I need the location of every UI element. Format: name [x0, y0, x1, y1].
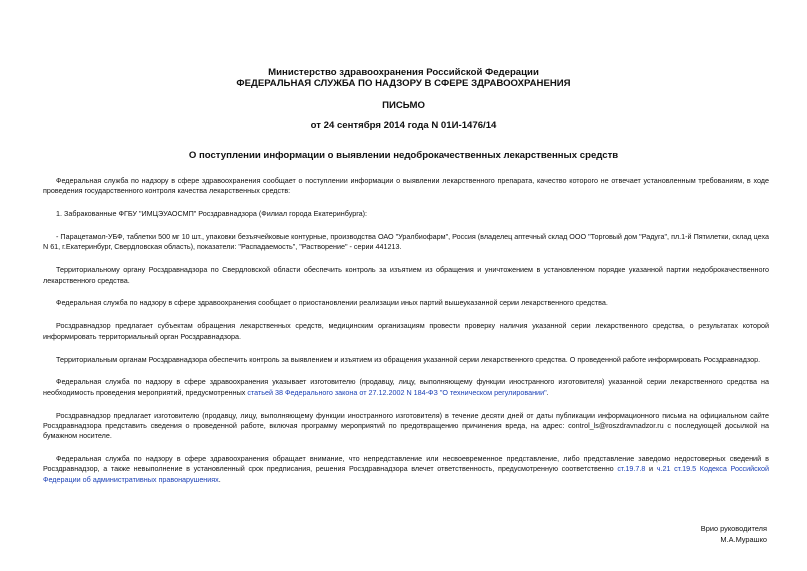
paragraph: Федеральная служба по надзору в сфере здравоохранения сообщает о поступлении информации о выявлении лекарственного препарата, качество которого не отвечает установленным требованиям, в ходе проведения государственного контроля качества лекарственных средств:: [43, 176, 769, 196]
signatory-role: Врио руководителя: [700, 524, 767, 533]
paragraph: [43, 454, 769, 485]
document-date-number: от 24 сентября 2014 года N 01И-1476/14: [310, 120, 497, 131]
paragraph-text: Федеральная служба по надзору в сфере здравоохранения указывает изготовителю (продавцу, лицу, выполняющему функции иностранного изготовителя) указанной серии лекарственного средства на необходимость проведения мероприятий, предусмотренных: [43, 377, 769, 397]
law-article-38-link[interactable]: статьей 38 Федерального закона от 27.12.2002 N 184-ФЗ "О техническом регулировании": [247, 387, 547, 397]
document-type: ПИСЬМО: [382, 100, 425, 111]
paragraph: Росздравнадзор предлагает субъектам обращения лекарственных средств, медицинским организациям провести проверку наличия указанной серии лекарственного средства, о результатах которой информировать территориальный орган Росздравнадзора.: [43, 321, 769, 341]
signatory-name: М.А.Мурашко: [720, 535, 767, 544]
paragraph: - Парацетамол-УБФ, таблетки 500 мг 10 шт., упаковки безъячейковые контурные, производства ОАО "Уралбиофарм", Россия (владелец аптечный склад ООО "Торговый дом "Радуга", пл.1-й Пятилетки, склад цеха N 61, г.Екатеринбург, Свердловская область), показатели: "Распадаемость", "Растворение" - серии 441213.: [43, 232, 769, 252]
service-name: ФЕДЕРАЛЬНАЯ СЛУЖБА ПО НАДЗОРУ В СФЕРЕ ЗДРАВООХРАНЕНИЯ: [236, 77, 571, 89]
paragraph: Федеральная служба по надзору в сфере здравоохранения сообщает о приостановлении реализации иных партий вышеуказанной серии лекарственного средства.: [56, 298, 608, 308]
paragraph-text: .: [218, 474, 221, 484]
ministry-name: Министерство здравоохранения Российской Федерации: [268, 67, 539, 78]
paragraph: 1. Забракованные ФГБУ "ИМЦЭУАОСМП" Росздравнадзора (Филиал города Екатеринбурга):: [56, 209, 368, 219]
document-title: О поступлении информации о выявлении недоброкачественных лекарственных средств: [188, 150, 619, 161]
document-body: [43, 176, 769, 498]
paragraph-text: и: [645, 464, 657, 474]
paragraph: Территориальному органу Росздравнадзора по Свердловской области обеспечить контроль за изъятием из обращения и уничтожением в установленном порядке указанной партии недоброкачественного лекарственного средства.: [43, 265, 769, 285]
paragraph-text: Федеральная служба по надзору в сфере здравоохранения обращает внимание, что непредставление или несвоевременное представление, либо представление заведомо недостоверных сведений в Росздравнадзор, а также невыполнение в установленный срок предписания, решения Росздравнадзора влечет ответственность, предусмотренную соответственно: [43, 454, 769, 474]
document-header: [0, 68, 807, 89]
paragraph: Росздравнадзор предлагает изготовителю (продавцу, лицу, выполняющему функции иностранного изготовителя) в течение десяти дней от даты публикации информационного письма на официальном сайте Росздравнадзора представить сведения о проведенной работе, включая программу мероприятий по предотвращению причинения вреда, на адрес: control_ls@roszdravnadzor.ru с последующей досылкой на бумажном носителе.: [43, 410, 769, 441]
code-article-19-7-8-link[interactable]: ст.19.7.8: [617, 464, 646, 474]
signature-block: [701, 523, 767, 545]
paragraph-text: .: [546, 387, 549, 397]
paragraph: Территориальным органам Росздравнадзора обеспечить контроль за выявлением и изъятием из обращения указанной серии лекарственного средства. О проведенной работе информировать Росздравнадзор.: [56, 354, 761, 364]
code-article-19-5-link[interactable]: ч.21 ст.19.5 Кодекса Российской Федерации об административных правонарушениях: [43, 464, 769, 484]
paragraph: [43, 377, 769, 398]
